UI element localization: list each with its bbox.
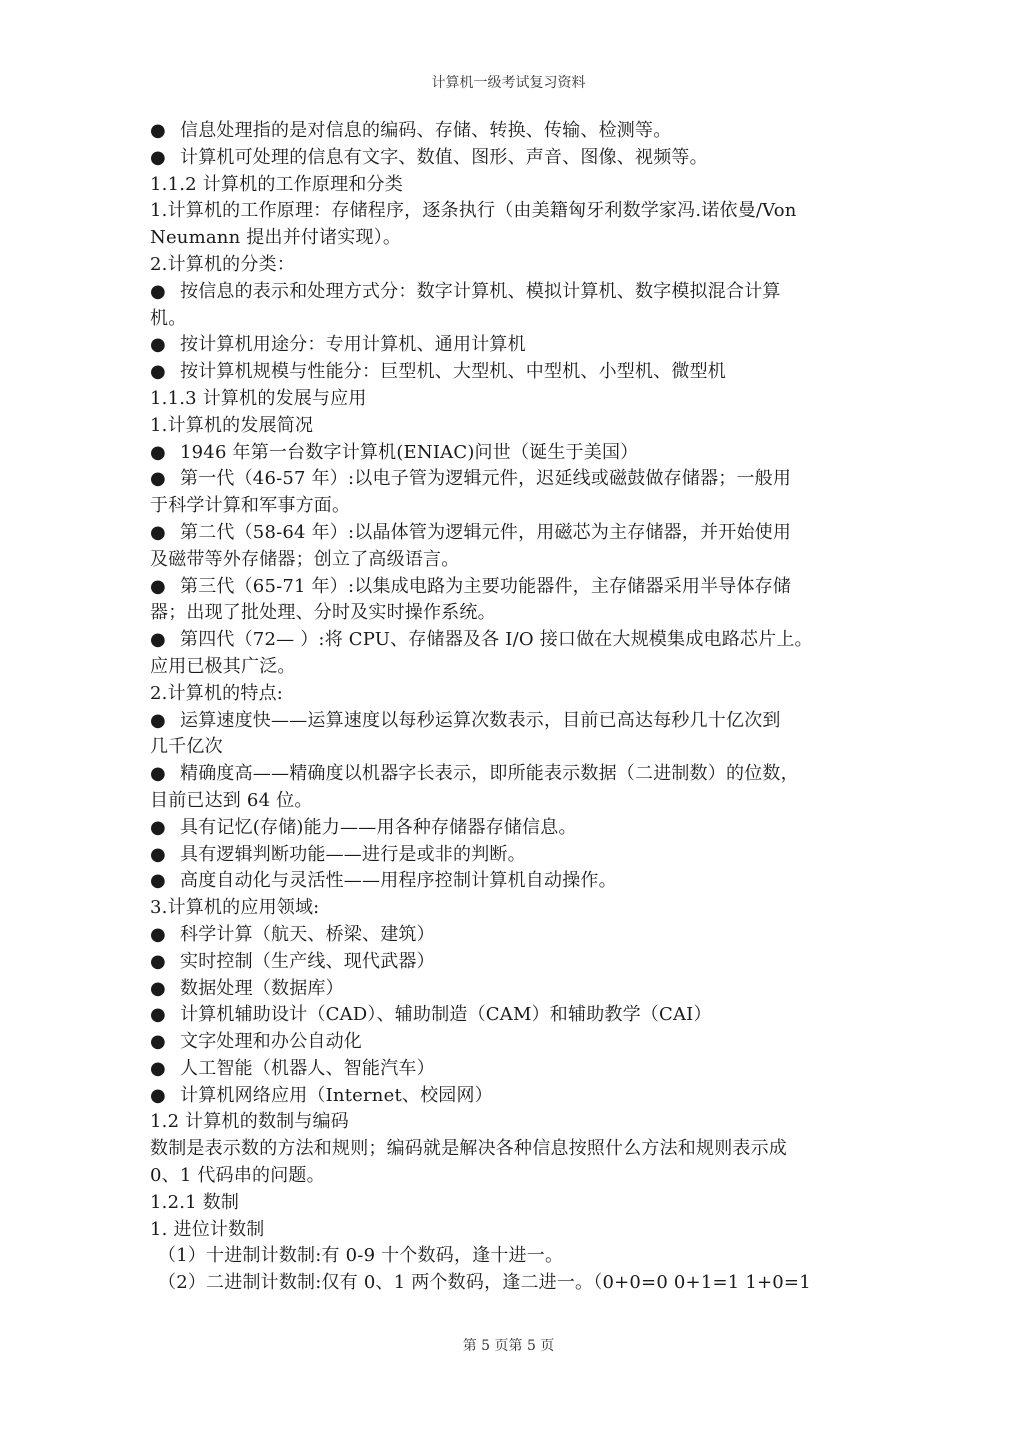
line-text: 1.计算机的发展简况 [150,414,314,436]
bullet-icon: ● [150,977,166,999]
text-line [150,1243,870,1270]
line-text: 1.计算机的工作原理：存储程序，逐条执行（由美籍匈牙利数学家冯.诺依曼/Von [150,200,797,222]
text-line [150,225,870,252]
line-text: 于科学计算和军事方面。 [150,495,351,517]
line-text: 第一代（46-57 年）:以电子管为逻辑元件，迟延线或磁鼓做存储器；一般用 [180,468,792,490]
line-text: 数据处理（数据库） [180,977,344,999]
line-text: 计算机网络应用（Internet、校园网） [180,1084,493,1106]
line-text: 具有逻辑判断功能——进行是或非的判断。 [180,843,526,865]
line-text: 1. 进位计数制 [150,1218,265,1240]
bullet-icon: ● [150,521,166,543]
bullet-icon: ● [150,870,166,892]
bullet-icon: ● [150,441,166,463]
line-text: 按计算机规模与性能分：巨型机、大型机、中型机、小型机、微型机 [180,361,726,383]
bullet-line [150,1056,870,1083]
bullet-line [150,466,870,493]
line-text: 2.计算机的特点: [150,682,284,704]
page-footer: 第 5 页第 5 页 [462,1338,555,1354]
bullet-line [150,440,870,467]
line-text: 精确度高——精确度以机器字长表示，即所能表示数据（二进制数）的位数， [180,763,799,785]
line-text: 计算机辅助设计（CAD）、辅助制造（CAM）和辅助教学（CAI） [180,1004,712,1026]
bullet-icon: ● [150,146,166,168]
text-line [150,1136,870,1163]
line-text: 1.2 计算机的数制与编码 [150,1111,349,1133]
bullet-line [150,842,870,869]
text-line [150,198,870,225]
text-line [150,600,870,627]
text-line [150,895,870,922]
line-text: Neumann 提出并付诸实现）。 [150,227,402,249]
bullet-icon: ● [150,1084,166,1106]
text-line [150,413,870,440]
line-text: 科学计算（航天、桥梁、建筑） [180,923,435,945]
line-text: 1.1.3 计算机的发展与应用 [150,387,367,409]
bullet-line [150,279,870,306]
text-line [150,306,870,333]
bullet-icon: ● [150,950,166,972]
bullet-line [150,1083,870,1110]
text-line [150,547,870,574]
text-line [150,252,870,279]
line-text: 应用已极其广泛。 [150,655,296,677]
line-text: 1946 年第一台数字计算机(ENIAC)问世（诞生于美国） [180,441,639,463]
bullet-line [150,574,870,601]
line-text: 第四代（72— ）:将 CPU、存储器及各 I/O 接口做在大规模集成电路芯片上。 [180,629,813,651]
bullet-icon: ● [150,709,166,731]
bullet-line [150,359,870,386]
bullet-icon: ● [150,468,166,490]
text-line [150,1190,870,1217]
page-header: 计算机一级考试复习资料 [431,75,586,91]
bullet-line [150,868,870,895]
bullet-line [150,118,870,145]
bullet-icon: ● [150,763,166,785]
bullet-line [150,332,870,359]
bullet-icon: ● [150,1004,166,1026]
bullet-line [150,627,870,654]
text-line [150,493,870,520]
bullet-line [150,708,870,735]
bullet-line [150,1002,870,1029]
line-text: 器；出现了批处理、分时及实时操作系统。 [150,602,496,624]
line-text: 几千亿次 [150,736,223,758]
bullet-icon: ● [150,843,166,865]
text-line [150,386,870,413]
text-line [150,1163,870,1190]
text-line [150,681,870,708]
bullet-line [150,949,870,976]
bullet-icon: ● [150,361,166,383]
line-text: 机。 [150,307,187,329]
bullet-line [150,1029,870,1056]
text-line [150,654,870,681]
bullet-icon: ● [150,1057,166,1079]
bullet-line [150,520,870,547]
line-text: 及磁带等外存储器；创立了高级语言。 [150,548,460,570]
bullet-icon: ● [150,334,166,356]
line-text: 文字处理和办公自动化 [180,1031,362,1053]
line-text: 按信息的表示和处理方式分：数字计算机、模拟计算机、数字模拟混合计算 [180,280,781,302]
line-text: 第二代（58-64 年）:以晶体管为逻辑元件，用磁芯为主存储器，并开始使用 [180,521,792,543]
line-text: （1）十进制计数制:有 0-9 十个数码，逢十进一。 [158,1245,564,1267]
bullet-icon: ● [150,575,166,597]
line-text: 3.计算机的应用领域: [150,897,320,919]
line-text: 2.计算机的分类： [150,253,295,275]
text-line [150,1270,870,1297]
line-text: 计算机可处理的信息有文字、数值、图形、声音、图像、视频等。 [180,146,708,168]
bullet-line [150,976,870,1003]
bullet-icon: ● [150,816,166,838]
line-text: 按计算机用途分：专用计算机、通用计算机 [180,334,526,356]
text-line [150,1109,870,1136]
line-text: 第三代（65-71 年）:以集成电路为主要功能器件，主存储器采用半导体存储 [180,575,792,597]
bullet-line [150,815,870,842]
bullet-icon: ● [150,120,166,141]
line-text: 信息处理指的是对信息的编码、存储、转换、传输、检测等。 [180,120,672,141]
bullet-line [150,145,870,172]
document-body [150,118,870,1297]
text-line [150,1217,870,1244]
line-text: 数制是表示数的方法和规则；编码就是解决各种信息按照什么方法和规则表示成 [150,1138,787,1160]
bullet-icon: ● [150,1031,166,1053]
line-text: 高度自动化与灵活性——用程序控制计算机自动操作。 [180,870,617,892]
text-line [150,172,870,199]
line-text: （2）二进制计数制:仅有 0、1 两个数码，逢二进一。（0+0=0 0+1=1 1+0=1 [158,1272,811,1294]
bullet-line [150,761,870,788]
line-text: 0、1 代码串的问题。 [150,1165,325,1187]
bullet-icon: ● [150,629,166,651]
line-text: 1.2.1 数制 [150,1191,240,1213]
line-text: 具有记忆(存储)能力——用各种存储器存储信息。 [180,816,577,838]
text-line [150,788,870,815]
text-line [150,734,870,761]
line-text: 目前已达到 64 位。 [150,789,313,811]
bullet-icon: ● [150,923,166,945]
line-text: 1.1.2 计算机的工作原理和分类 [150,173,403,195]
line-text: 实时控制（生产线、现代武器） [180,950,435,972]
line-text: 运算速度快——运算速度以每秒运算次数表示，目前已高达每秒几十亿次到 [180,709,781,731]
line-text: 人工智能（机器人、智能汽车） [180,1057,435,1079]
bullet-line [150,922,870,949]
bullet-icon: ● [150,280,166,302]
